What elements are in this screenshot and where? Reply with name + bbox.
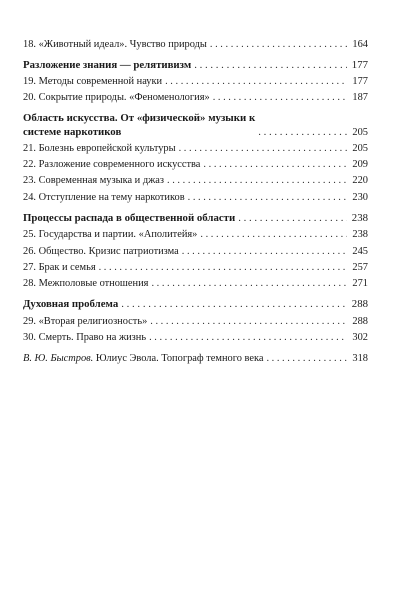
toc-entry-21[interactable] <box>23 142 368 156</box>
toc-entry-title: 29. «Вторая религиозность» <box>23 315 148 327</box>
dot-leader <box>238 212 347 226</box>
toc-entry-19[interactable] <box>23 75 368 89</box>
toc-entry-29[interactable] <box>23 315 368 329</box>
toc-entry-title: 30. Смерть. Право на жизнь <box>23 331 147 343</box>
toc-entry-title: 18. «Животный идеал». Чувство природы <box>23 39 207 50</box>
dot-leader <box>258 126 349 140</box>
dot-leader <box>213 91 347 105</box>
dot-leader <box>210 38 347 52</box>
toc-entry-title: 23. Современная музыка и джаз <box>23 175 165 187</box>
toc-entry-27[interactable] <box>23 261 368 275</box>
toc-section-title: Процессы распада в общественной области <box>23 212 236 225</box>
toc-entry-page: 257 <box>352 261 368 273</box>
toc-entry-page: 220 <box>352 175 368 187</box>
dot-leader <box>149 331 347 345</box>
toc-section-title: Область искусства. От «физической» музыки к системе наркотиков <box>23 112 256 138</box>
dot-leader <box>179 142 347 156</box>
toc-entry-page: 245 <box>352 245 368 257</box>
toc-section-page: 238 <box>351 212 368 225</box>
toc-entry-page: 230 <box>352 191 368 203</box>
toc-entry-25[interactable] <box>23 228 368 242</box>
dot-leader <box>99 261 347 275</box>
toc-entry-page: 271 <box>352 277 368 289</box>
toc-section-page: 288 <box>351 298 368 311</box>
toc-section-art[interactable] <box>23 112 368 139</box>
toc-entry-28[interactable] <box>23 277 368 291</box>
toc-entry-page: 187 <box>352 91 368 103</box>
toc-afterword[interactable] <box>23 352 368 366</box>
toc-entry-18[interactable] <box>23 38 368 52</box>
toc-section-spiritual[interactable] <box>23 298 368 312</box>
dot-leader <box>167 174 347 188</box>
dot-leader <box>266 352 347 366</box>
toc-entry-title: 21. Болезнь европейской культуры <box>23 143 176 155</box>
toc-section-title: Разложение знания — релятивизм <box>23 58 192 71</box>
toc-entry-page: 177 <box>352 75 368 87</box>
toc-entry-23[interactable] <box>23 174 368 188</box>
toc-section-page: 177 <box>351 58 368 71</box>
toc-entry-page: 238 <box>352 229 368 241</box>
toc-entry-30[interactable] <box>23 331 368 345</box>
dot-leader <box>121 298 347 312</box>
toc-entry-title: 27. Брак и семья <box>23 261 96 273</box>
dot-leader <box>182 245 347 259</box>
toc-entry-title: 22. Разложение современного искусства <box>23 159 201 171</box>
toc-entry-page: 209 <box>352 159 368 171</box>
toc-entry-page: 164 <box>352 39 368 50</box>
toc-entry-title: 19. Методы современной науки <box>23 75 163 87</box>
afterword-author: В. Ю. Быстров. <box>23 353 94 365</box>
toc-section-relativism[interactable] <box>23 59 368 73</box>
toc-entry-22[interactable] <box>23 158 368 172</box>
toc-entry-title: 24. Отступление на тему наркотиков <box>23 191 185 203</box>
afterword-title: Юлиус Эвола. Топограф темного века <box>95 353 264 365</box>
toc-afterword-page: 318 <box>352 353 368 365</box>
toc-entry-page: 302 <box>352 331 368 343</box>
toc-entry-title: 20. Сокрытие природы. «Феноменология» <box>23 91 210 103</box>
dot-leader <box>151 277 347 291</box>
toc-afterword-title <box>23 352 263 366</box>
dot-leader <box>150 315 347 329</box>
toc-entry-26[interactable] <box>23 245 368 259</box>
toc-entry-page: 288 <box>352 315 368 327</box>
toc-entry-title: 28. Межполовые отношения <box>23 277 149 289</box>
toc-entry-title: 25. Государства и партии. «Аполитейя» <box>23 229 198 241</box>
table-of-contents <box>23 38 368 368</box>
toc-entry-page: 205 <box>352 143 368 155</box>
toc-entry-24[interactable] <box>23 191 368 205</box>
dot-leader <box>194 59 347 73</box>
toc-entry-20[interactable] <box>23 91 368 105</box>
toc-section-title: Духовная проблема <box>23 298 119 311</box>
toc-section-page: 205 <box>352 126 368 138</box>
toc-entry-title: 26. Общество. Кризис патриотизма <box>23 245 179 257</box>
dot-leader <box>188 191 347 205</box>
dot-leader <box>200 228 347 242</box>
dot-leader <box>203 158 347 172</box>
toc-section-social[interactable] <box>23 212 368 226</box>
dot-leader <box>165 75 347 89</box>
